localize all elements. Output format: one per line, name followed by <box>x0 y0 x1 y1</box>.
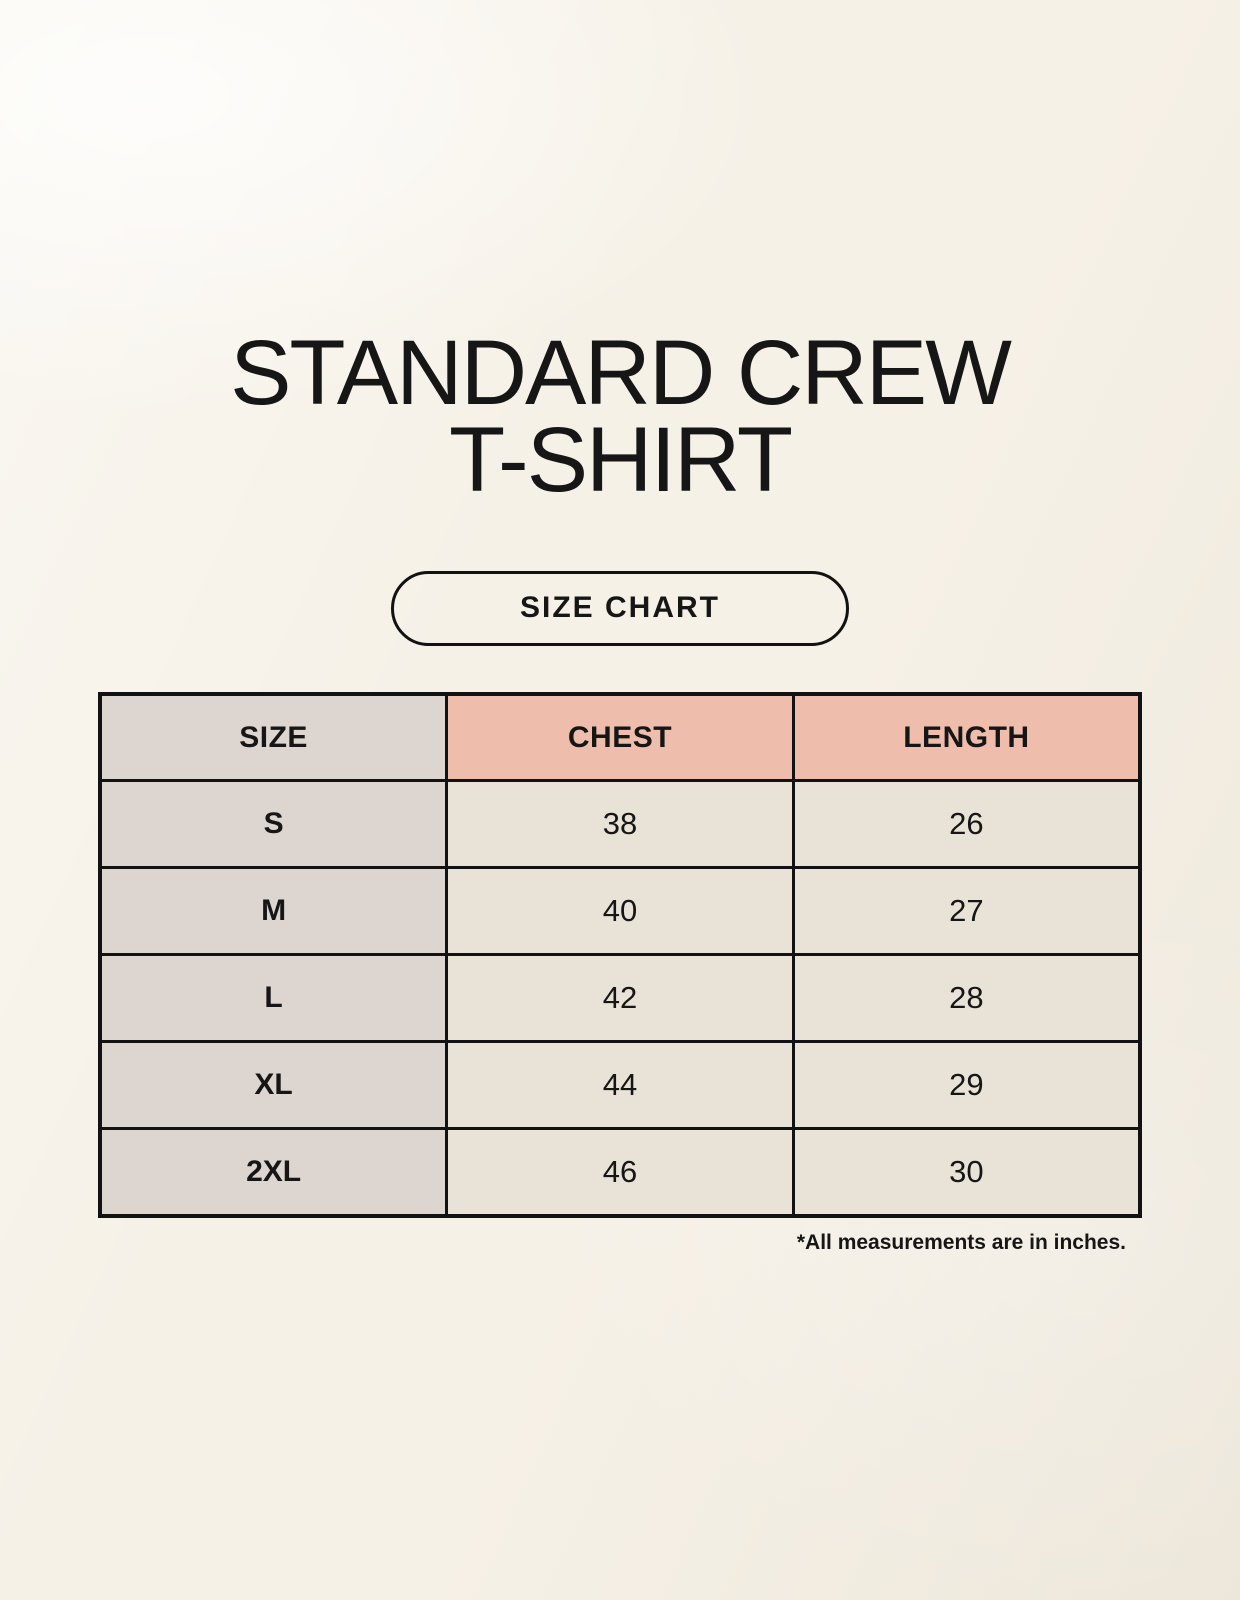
cell-size: S <box>100 781 447 868</box>
page-title-line-1: STANDARD CREW <box>230 322 1010 424</box>
table-row <box>100 781 1140 868</box>
size-chart-button-label: SIZE CHART <box>520 591 720 625</box>
page-title <box>230 322 1010 512</box>
size-chart-button[interactable] <box>391 571 849 646</box>
table-row <box>100 1129 1140 1216</box>
table-header-row <box>100 694 1140 781</box>
table-row <box>100 868 1140 955</box>
cell-size: 2XL <box>100 1129 447 1216</box>
cell-chest: 42 <box>447 955 794 1042</box>
table-row <box>100 955 1140 1042</box>
cell-length: 29 <box>793 1042 1140 1129</box>
cell-chest: 44 <box>447 1042 794 1129</box>
cell-length: 28 <box>793 955 1140 1042</box>
column-header-size: SIZE <box>100 694 447 781</box>
footnote: *All measurements are in inches. <box>796 1230 1126 1254</box>
page-title-line-2: T-SHIRT <box>448 409 792 512</box>
column-header-length: LENGTH <box>793 694 1140 781</box>
cell-length: 27 <box>793 868 1140 955</box>
cell-chest: 46 <box>447 1129 794 1216</box>
table-row <box>100 1042 1140 1129</box>
cell-length: 30 <box>793 1129 1140 1216</box>
cell-size: XL <box>100 1042 447 1129</box>
cell-size: M <box>100 868 447 955</box>
cell-size: L <box>100 955 447 1042</box>
cell-chest: 40 <box>447 868 794 955</box>
cell-chest: 38 <box>447 781 794 868</box>
column-header-chest: CHEST <box>447 694 794 781</box>
size-chart-table <box>98 692 1142 1218</box>
cell-length: 26 <box>793 781 1140 868</box>
